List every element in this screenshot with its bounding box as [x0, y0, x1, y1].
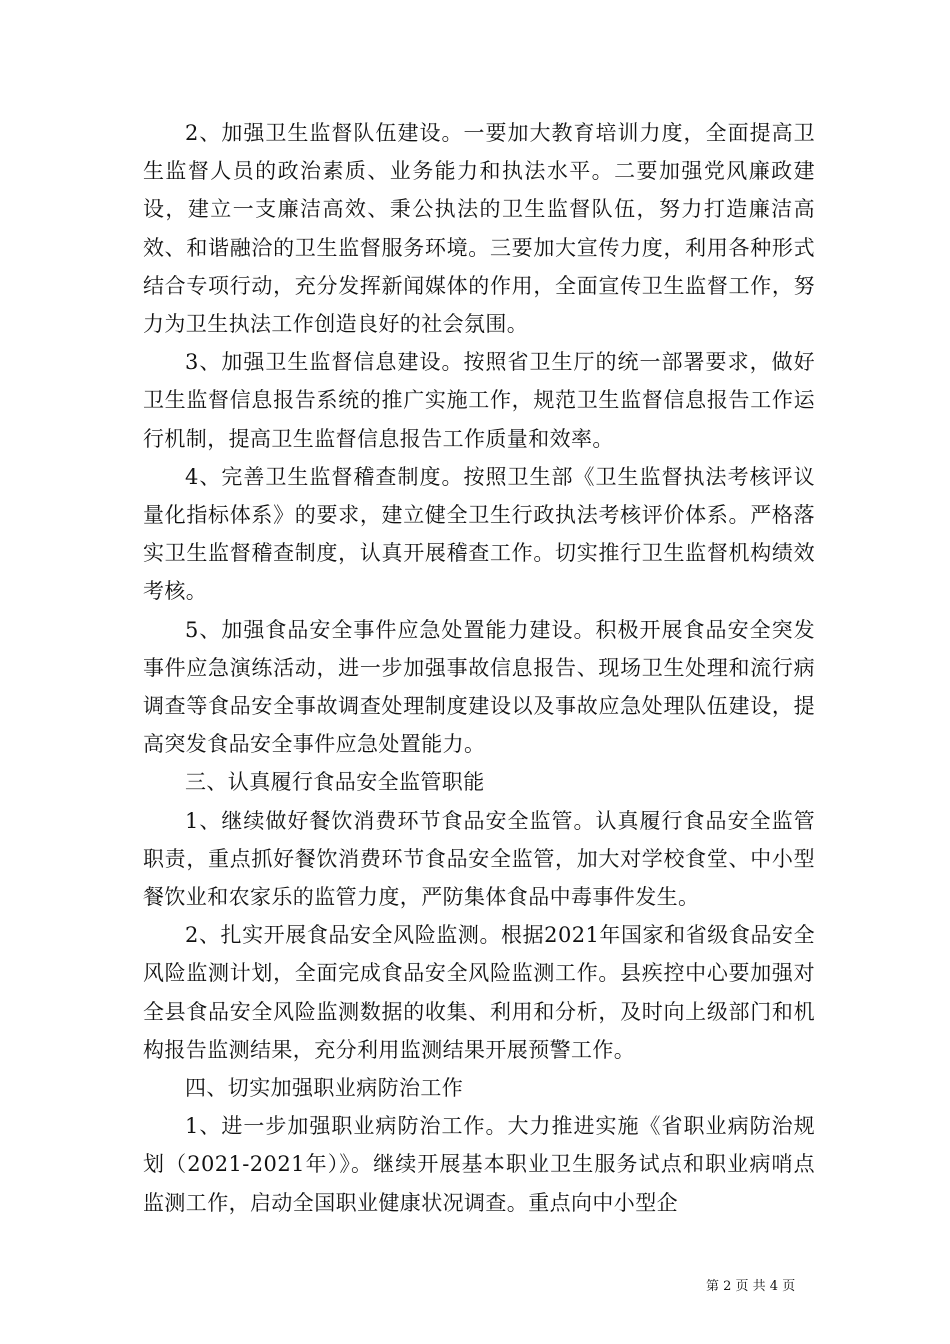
paragraph-supervision-info: 3、加强卫生监督信息建设。按照省卫生厅的统一部署要求，做好卫生监督信息报告系统的推广实施工作，规范卫生监督信息报告工作运行机制，提高卫生监督信息报告工作质量和效率。 [143, 350, 815, 451]
section-heading-occupational-disease: 四、切实加强职业病防治工作 [185, 1076, 464, 1101]
paragraph-food-emergency: 5、加强食品安全事件应急处置能力建设。积极开展食品安全突发事件应急演练活动，进一步加强事故信息报告、现场卫生处理和流行病调查等食品安全事故调查处理制度建设以及事故应急处理队伍建设，提高突发食品安全事件应急处置能力。 [143, 617, 815, 757]
paragraph-inspection-system: 4、完善卫生监督稽查制度。按照卫生部《卫生监督执法考核评议量化指标体系》的要求，建立健全卫生行政执法考核评价体系。严格落实卫生监督稽查制度，认真开展稽查工作。切实推行卫生监督机构绩效考核。 [143, 464, 815, 604]
section-heading-food-safety: 三、认真履行食品安全监管职能 [185, 770, 485, 795]
paragraph-occupational-prevention: 1、进一步加强职业病防治工作。大力推进实施《省职业病防治规划（2021-2021年）》。继续开展基本职业卫生服务试点和职业病哨点监测工作，启动全国职业健康状况调查。重点向中小型企 [143, 1114, 815, 1215]
page-number-footer: 第 2 页 共 4 页 [706, 1279, 796, 1294]
paragraph-supervision-team: 2、加强卫生监督队伍建设。一要加大教育培训力度，全面提高卫生监督人员的政治素质、业务能力和执法水平。二要加强党风廉政建设，建立一支廉洁高效、秉公执法的卫生监督队伍，努力打造廉洁高效、和谐融洽的卫生监督服务环境。三要加大宣传力度，利用各种形式结合专项行动，充分发挥新闻媒体的作用，全面宣传卫生监督工作，努力为卫生执法工作创造良好的社会氛围。 [143, 121, 815, 337]
paragraph-risk-monitoring: 2、扎实开展食品安全风险监测。根据2021年国家和省级食品安全风险监测计划，全面完成食品安全风险监测工作。县疾控中心要加强对全县食品安全风险监测数据的收集、利用和分析，及时向上级部门和机构报告监测结果，充分利用监测结果开展预警工作。 [143, 923, 815, 1062]
document-body [143, 114, 815, 1222]
paragraph-catering-supervision: 1、继续做好餐饮消费环节食品安全监管。认真履行食品安全监管职责，重点抓好餐饮消费环节食品安全监管，加大对学校食堂、中小型餐饮业和农家乐的监管力度，严防集体食品中毒事件发生。 [143, 808, 815, 910]
